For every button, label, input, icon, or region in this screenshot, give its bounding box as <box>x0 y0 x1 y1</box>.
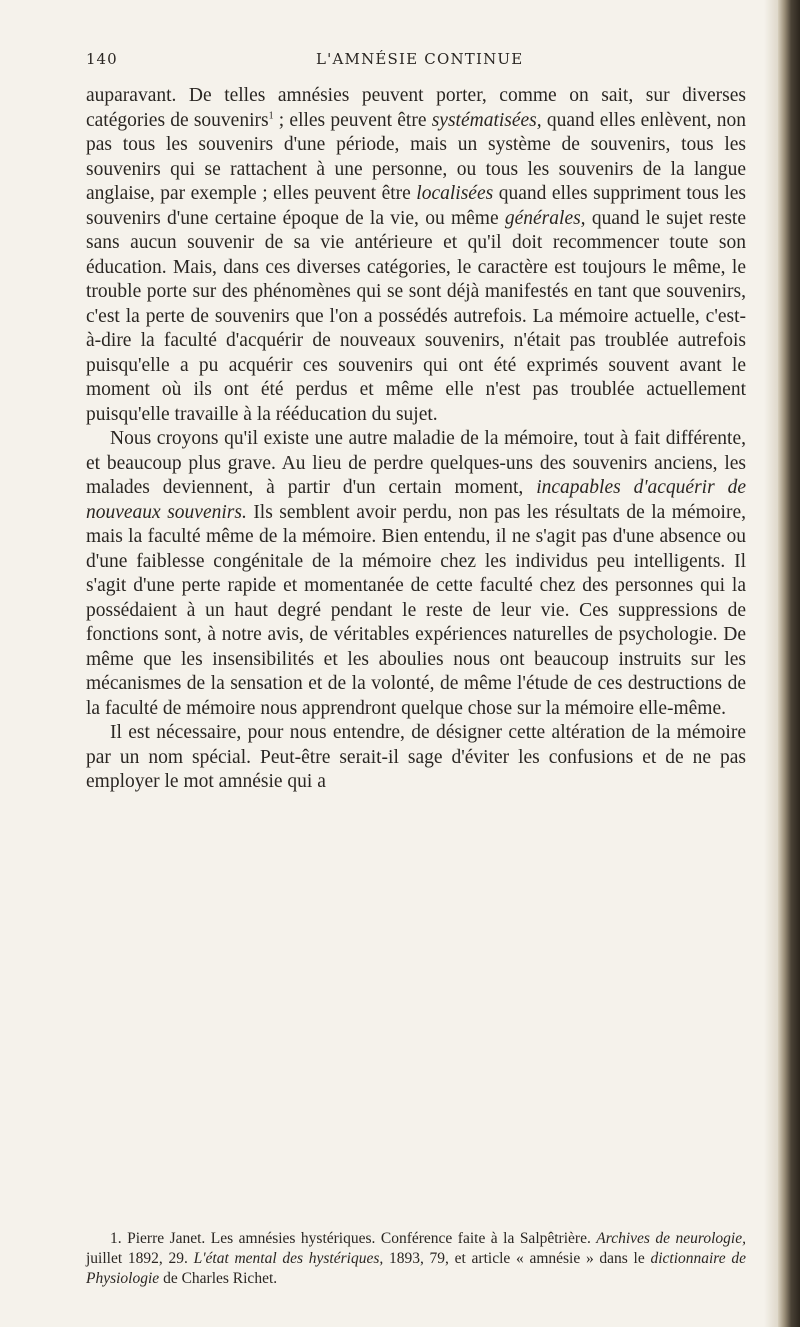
body-text <box>86 84 746 795</box>
footnote-number: 1. <box>110 1230 122 1247</box>
footnote-text-d: de Charles Richet. <box>159 1270 278 1287</box>
italic-incapables: incapables d'acquérir de nouveaux souvenirs. <box>86 477 746 523</box>
page-number: 140 <box>86 50 118 68</box>
footnote-text-c: 1893, 79, et article « amnésie » dans le <box>383 1250 651 1267</box>
paragraph-2 <box>86 427 746 721</box>
italic-localisees: localisées <box>416 183 494 204</box>
book-binding-edge <box>778 0 800 1327</box>
footnotes <box>86 1229 746 1289</box>
binding-shadow <box>764 0 778 1327</box>
paragraph-1-text-b: ; elles peuvent être <box>273 109 432 131</box>
footnote-text-a: Pierre Janet. Les amnésies hystériques. Conférence faite à la Salpêtrière. <box>121 1230 597 1247</box>
footnote-italic-archives: Archives de neurologie, <box>596 1230 746 1247</box>
italic-generales: générales, <box>504 207 586 229</box>
paragraph-1-text-a: auparavant. De telles amnésies peuvent porter, comme on sait, sur diverses catégories de souvenirs <box>86 85 746 131</box>
footnote-text-b: juillet 1892, 29. <box>86 1250 194 1267</box>
paragraph-2-text-b: Ils semblent avoir perdu, non pas les résultats de la mémoire, mais la faculté même de la mémoire. Bien entendu, il ne s'agit pas d'une absence ou d'une faiblesse congénitale de la mémoire chez les individus peu intelligents. Il s'agit d'une perte rapide et momentanée de cette faculté chez des personnes qui la possédaient à un haut degré pendant le reste de leur vie. Ces suppressions de fonctions sont, à notre avis, de véritables expériences naturelles de psychologie. De même que les insensibilités et les aboulies nous ont beaucoup instruits sur les mécanismes de la sensation et de la volonté, de même l'étude de ces destructions de la faculté de mémoire nous apprendront quelque chose sur la mémoire elle-même. <box>86 501 746 719</box>
paragraph-3-text: Il est nécessaire, pour nous entendre, de désigner cette altération de la mémoire par un nom spécial. Peut-être serait-il sage d'éviter les confusions et de ne pas employer le mot amnésie qui a <box>86 722 746 792</box>
footnote-italic-etat-mental: L'état mental des hystériques, <box>193 1250 384 1267</box>
footnote-italic-dictionnaire: dictionnaire de Physiologie <box>86 1250 746 1287</box>
page-header <box>86 50 746 72</box>
paragraph-1-text-d: quand elles suppriment tous les souvenirs d'une certaine époque de la vie, ou même <box>86 183 746 229</box>
footnote-1 <box>86 1229 746 1289</box>
paragraph-3 <box>86 721 746 795</box>
running-title: L'AMNÉSIE CONTINUE <box>316 50 524 68</box>
italic-systematisees: systématisées, <box>431 109 542 131</box>
paragraph-1-text-c: quand elles enlèvent, non pas tous les souvenirs d'une période, mais un système de souvenirs, tous les souvenirs qui se rattachent à une personne, ou tous les souvenirs de la langue anglaise, par exemple ; elles peuvent être <box>86 109 747 204</box>
paragraph-1 <box>86 84 746 427</box>
footnote-reference: 1 <box>268 110 274 121</box>
paragraph-1-text-e: quand le sujet reste sans aucun souvenir de sa vie antérieure et qu'il doit recommencer toute son éducation. Mais, dans ces diverses catégories, le caractère est toujours le même, le trouble porte sur des phénomènes qui se sont déjà manifestés en tant que souvenirs, c'est la perte de souvenirs que l'on a possédés autrefois. La mémoire actuelle, c'est-à-dire la faculté d'acquérir de nouveaux souvenirs, n'était pas troublée autrefois puisqu'elle a pu acquérir ces souvenirs qui ont été exprimés souvent avant le moment où ils ont été perdus et même elle n'est pas troublée actuellement puisqu'elle travaille à la rééducation du sujet. <box>86 207 746 425</box>
paragraph-2-text-a: Nous croyons qu'il existe une autre maladie de la mémoire, tout à fait différente, et beaucoup plus grave. Au lieu de perdre quelques-uns des souvenirs anciens, les malades deviennent, à partir d'un certain moment, <box>86 428 746 498</box>
